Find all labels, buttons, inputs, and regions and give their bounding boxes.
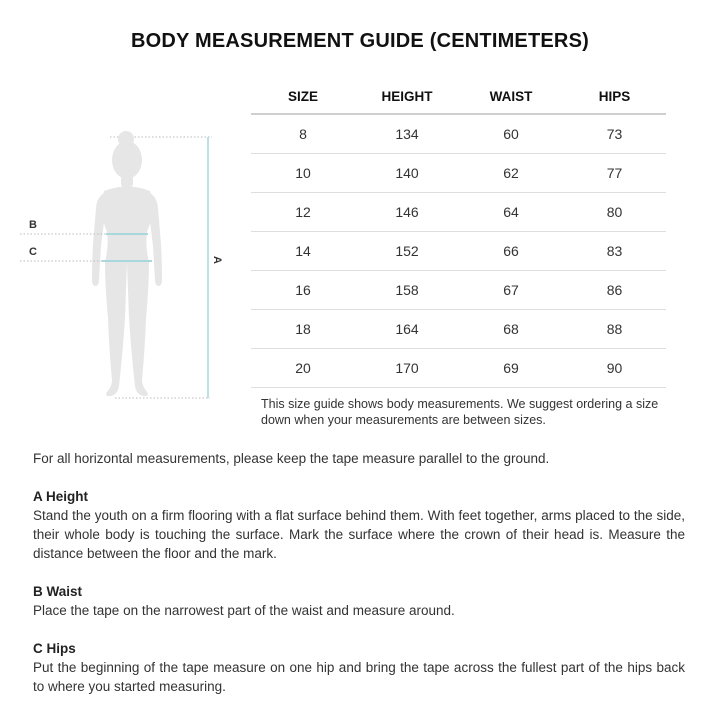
cell-waist: 69	[459, 349, 563, 388]
label-b: B	[29, 219, 37, 231]
table-row	[251, 310, 666, 349]
cell-height: 140	[355, 154, 459, 193]
cell-hips: 80	[563, 193, 666, 232]
table-row	[251, 114, 666, 154]
header-waist: WAIST	[459, 80, 563, 114]
hips-section	[33, 639, 685, 696]
header-height: HEIGHT	[355, 80, 459, 114]
page-title: BODY MEASUREMENT GUIDE (CENTIMETERS)	[131, 30, 589, 52]
cell-waist: 62	[459, 154, 563, 193]
table-row	[251, 154, 666, 193]
cell-size: 8	[251, 114, 355, 154]
waist-heading: B Waist	[33, 584, 83, 599]
table-header-row	[251, 80, 666, 114]
cell-waist: 60	[459, 114, 563, 154]
cell-height: 164	[355, 310, 459, 349]
cell-waist: 66	[459, 232, 563, 271]
hips-text: Put the beginning of the tape measure on one hip and bring the tape across the fullest part of the hips back to where you started measuring.	[33, 660, 685, 694]
label-c: C	[29, 246, 37, 258]
height-text: Stand the youth on a firm flooring with a flat surface behind them. With feet together, arms placed to the side, their whole body is touching the surface. Mark the surface where the crown of their head is. Measure the distance between the floor and the mark.	[33, 508, 685, 561]
cell-size: 10	[251, 154, 355, 193]
header-size: SIZE	[251, 80, 355, 114]
cell-hips: 83	[563, 232, 666, 271]
waist-section	[33, 582, 685, 620]
table-row	[251, 193, 666, 232]
body-silhouette-diagram	[20, 118, 235, 408]
cell-size: 18	[251, 310, 355, 349]
cell-hips: 77	[563, 154, 666, 193]
cell-height: 146	[355, 193, 459, 232]
size-table-section	[251, 80, 666, 428]
cell-height: 134	[355, 114, 459, 154]
cell-hips: 90	[563, 349, 666, 388]
table-row	[251, 349, 666, 388]
child-silhouette	[92, 131, 162, 396]
cell-waist: 64	[459, 193, 563, 232]
cell-height: 170	[355, 349, 459, 388]
instructions-intro: For all horizontal measurements, please keep the tape measure parallel to the ground.	[33, 451, 550, 466]
label-a: A	[211, 256, 223, 264]
height-heading: A Height	[33, 489, 88, 504]
cell-hips: 86	[563, 271, 666, 310]
cell-hips: 88	[563, 310, 666, 349]
header-hips: HIPS	[563, 80, 666, 114]
waist-text: Place the tape on the narrowest part of the waist and measure around.	[33, 603, 455, 618]
cell-size: 16	[251, 271, 355, 310]
table-row	[251, 271, 666, 310]
size-table	[251, 80, 666, 388]
cell-size: 20	[251, 349, 355, 388]
hips-heading: C Hips	[33, 641, 76, 656]
cell-height: 158	[355, 271, 459, 310]
cell-size: 14	[251, 232, 355, 271]
measurement-instructions	[33, 449, 685, 715]
cell-waist: 67	[459, 271, 563, 310]
body-figure	[20, 118, 235, 408]
cell-size: 12	[251, 193, 355, 232]
size-guide-note: This size guide shows body measurements. We suggest ordering a size down when your measurements are between sizes.	[261, 397, 659, 427]
cell-hips: 73	[563, 114, 666, 154]
cell-height: 152	[355, 232, 459, 271]
height-section	[33, 487, 685, 563]
table-row	[251, 232, 666, 271]
cell-waist: 68	[459, 310, 563, 349]
